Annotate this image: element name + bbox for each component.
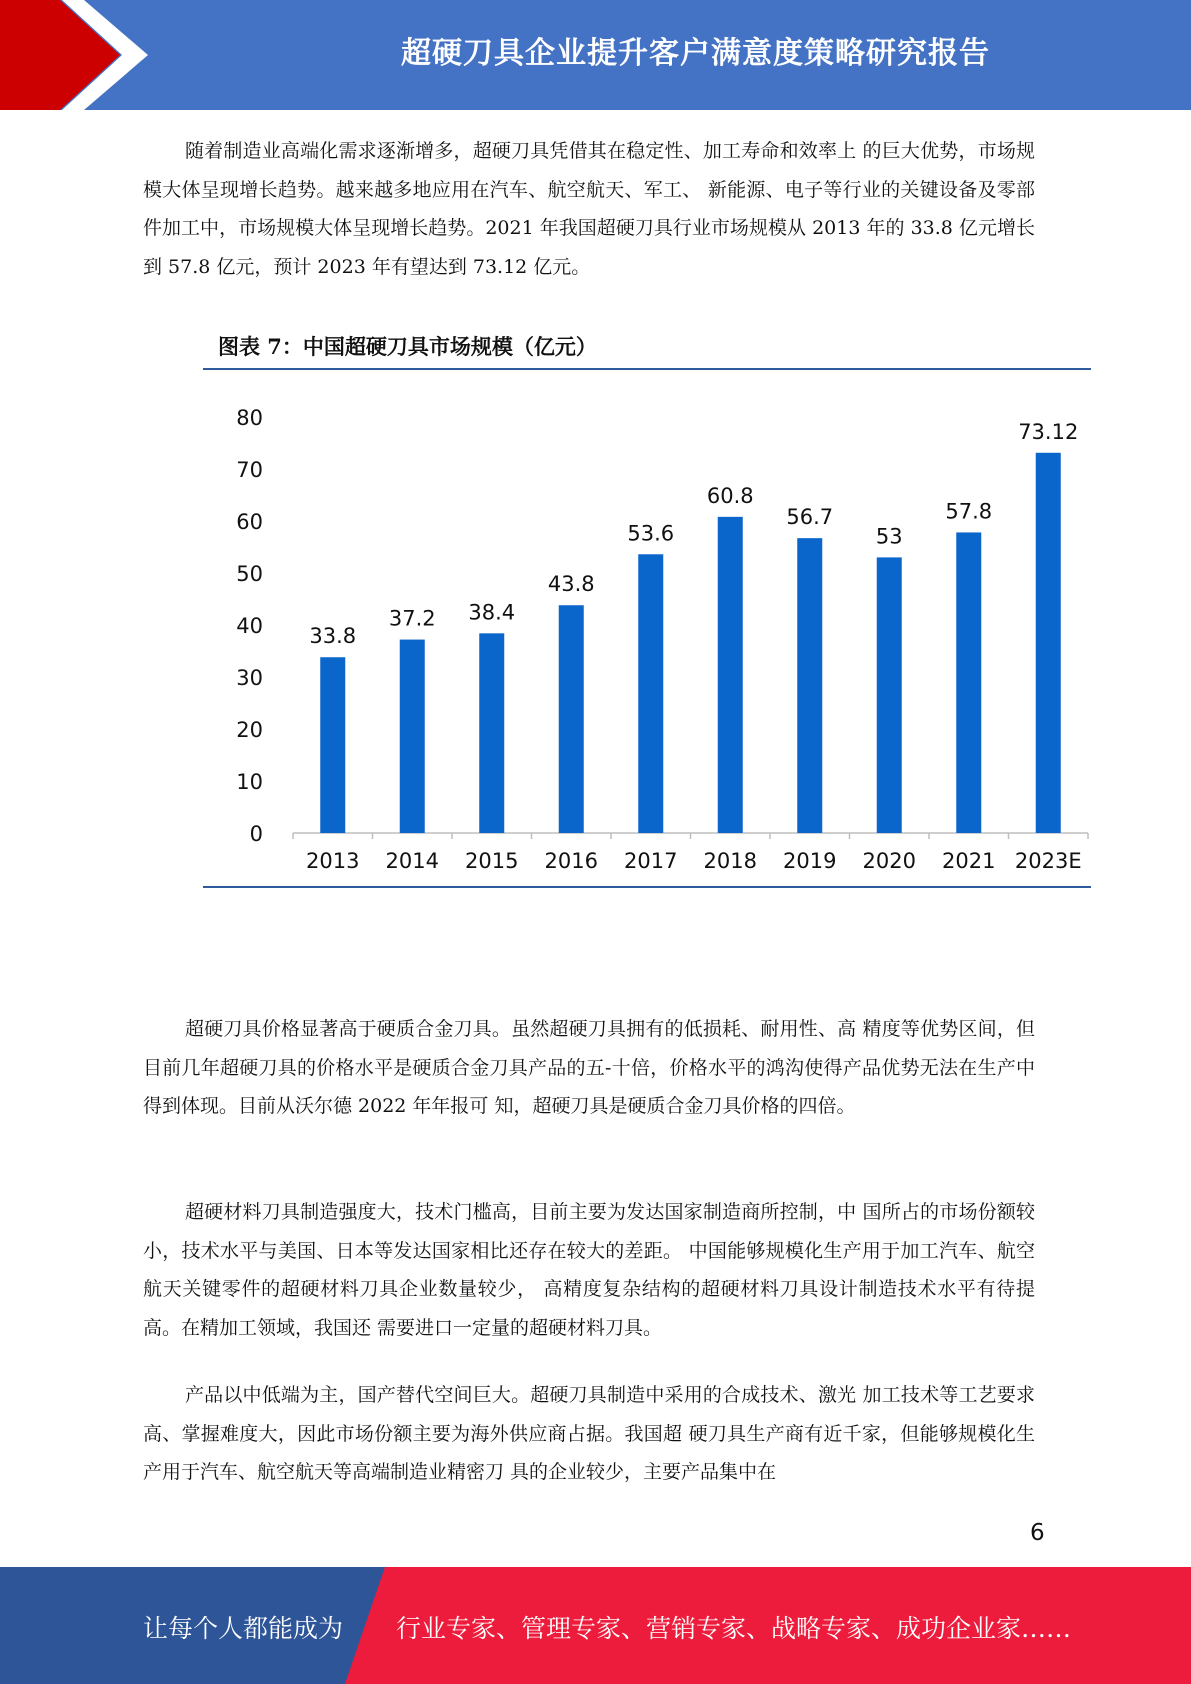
bar-2016 bbox=[559, 605, 584, 833]
bar-value-label: 33.8 bbox=[309, 624, 357, 649]
footer-slogan-right: 行业专家、管理专家、营销专家、战略专家、成功企业家…… bbox=[396, 1614, 1072, 1643]
x-tick-label: 2020 bbox=[862, 849, 916, 873]
x-tick-label: 2018 bbox=[703, 849, 757, 873]
bar-2018 bbox=[718, 517, 743, 833]
bar-2019 bbox=[797, 538, 822, 833]
bar-2013 bbox=[320, 657, 345, 833]
y-tick-label: 0 bbox=[249, 822, 263, 846]
bar-value-label: 57.8 bbox=[945, 499, 993, 524]
x-tick-label: 2021 bbox=[942, 849, 996, 873]
page-number: 6 bbox=[1030, 1520, 1045, 1546]
y-tick-label: 60 bbox=[236, 510, 263, 534]
y-tick-label: 20 bbox=[236, 718, 263, 742]
figure-bottom-rule bbox=[203, 886, 1091, 888]
y-tick-label: 80 bbox=[236, 406, 263, 430]
page-footer bbox=[0, 1567, 1191, 1684]
bar-value-label: 73.12 bbox=[1018, 419, 1079, 444]
header-arrow-decoration bbox=[0, 0, 160, 110]
footer-slogan-left: 让每个人都能成为 bbox=[143, 1614, 344, 1643]
report-title: 超硬刀具企业提升客户满意度策略研究报告 bbox=[401, 36, 990, 71]
market-size-bar-chart bbox=[203, 372, 1091, 882]
page-header bbox=[0, 0, 1191, 110]
x-tick-label: 2023E bbox=[1014, 849, 1082, 873]
x-tick-label: 2015 bbox=[465, 849, 519, 873]
bar-value-label: 56.7 bbox=[786, 505, 834, 530]
x-tick-label: 2019 bbox=[783, 849, 837, 873]
bar-2023E bbox=[1036, 453, 1061, 833]
bar-value-label: 43.8 bbox=[547, 572, 595, 597]
y-tick-label: 40 bbox=[236, 614, 263, 638]
bar-value-label: 53.6 bbox=[627, 521, 675, 546]
body-paragraph-1: 随着制造业高端化需求逐渐增多，超硬刀具凭借其在稳定性、加工寿命和效率上 的巨大优势，市场规模大体呈现增长趋势。越来越多地应用在汽车、航空航天、军工、 新能源、电子等行业的关键设备及零部件加工中，市场规模大体呈现增长趋势。2021 年我国超硬刀具行业市场规模从 2013 年的 33.8 亿元增长到 57.8 亿元，预计 2023 年有望达到 73.12 亿元。 bbox=[143, 140, 1035, 278]
bar-2021 bbox=[956, 532, 981, 833]
body-paragraph-2: 超硬刀具价格显著高于硬质合金刀具。虽然超硬刀具拥有的低损耗、耐用性、高 精度等优势区间，但目前几年超硬刀具的价格水平是硬质合金刀具产品的五-十倍，价格水平的鸿沟使得产品优势无法在生产中得到体现。目前从沃尔德 2022 年年报可 知，超硬刀具是硬质合金刀具价格的四倍。 bbox=[143, 1018, 1035, 1117]
bar-2015 bbox=[479, 633, 504, 833]
x-tick-label: 2014 bbox=[385, 849, 439, 873]
y-tick-label: 10 bbox=[236, 770, 263, 794]
figure-top-rule bbox=[203, 368, 1091, 370]
bar-value-label: 38.4 bbox=[468, 600, 516, 625]
y-tick-label: 50 bbox=[236, 562, 263, 586]
y-tick-label: 30 bbox=[236, 666, 263, 690]
y-tick-label: 70 bbox=[236, 458, 263, 482]
bar-2020 bbox=[877, 557, 902, 833]
bar-value-label: 60.8 bbox=[706, 483, 754, 508]
bar-2014 bbox=[400, 640, 425, 833]
bar-value-label: 37.2 bbox=[388, 606, 436, 631]
x-tick-label: 2013 bbox=[306, 849, 360, 873]
bar-value-label: 53 bbox=[875, 524, 903, 549]
body-paragraph-3: 超硬材料刀具制造强度大，技术门槛高，目前主要为发达国家制造商所控制，中 国所占的市场份额较小，技术水平与美国、日本等发达国家相比还存在较大的差距。 中国能够规模化生产用于加工汽车、航空航天关键零件的超硬材料刀具企业数量较少， 高精度复杂结构的超硬材料刀具设计制造技术水平有待提高。在精加工领域，我国还 需要进口一定量的超硬材料刀具。 bbox=[143, 1201, 1035, 1339]
x-tick-label: 2016 bbox=[544, 849, 598, 873]
body-paragraph-4: 产品以中低端为主，国产替代空间巨大。超硬刀具制造中采用的合成技术、激光 加工技术等工艺要求高、掌握难度大，因此市场份额主要为海外供应商占据。我国超 硬刀具生产商有近千家，但能够规模化生产用于汽车、航空航天等高端制造业精密刀 具的企业较少，主要产品集中在 bbox=[143, 1384, 1035, 1483]
x-tick-label: 2017 bbox=[624, 849, 678, 873]
bar-2017 bbox=[638, 554, 663, 833]
figure-title: 图表 7：中国超硬刀具市场规模（亿元） bbox=[218, 334, 597, 359]
